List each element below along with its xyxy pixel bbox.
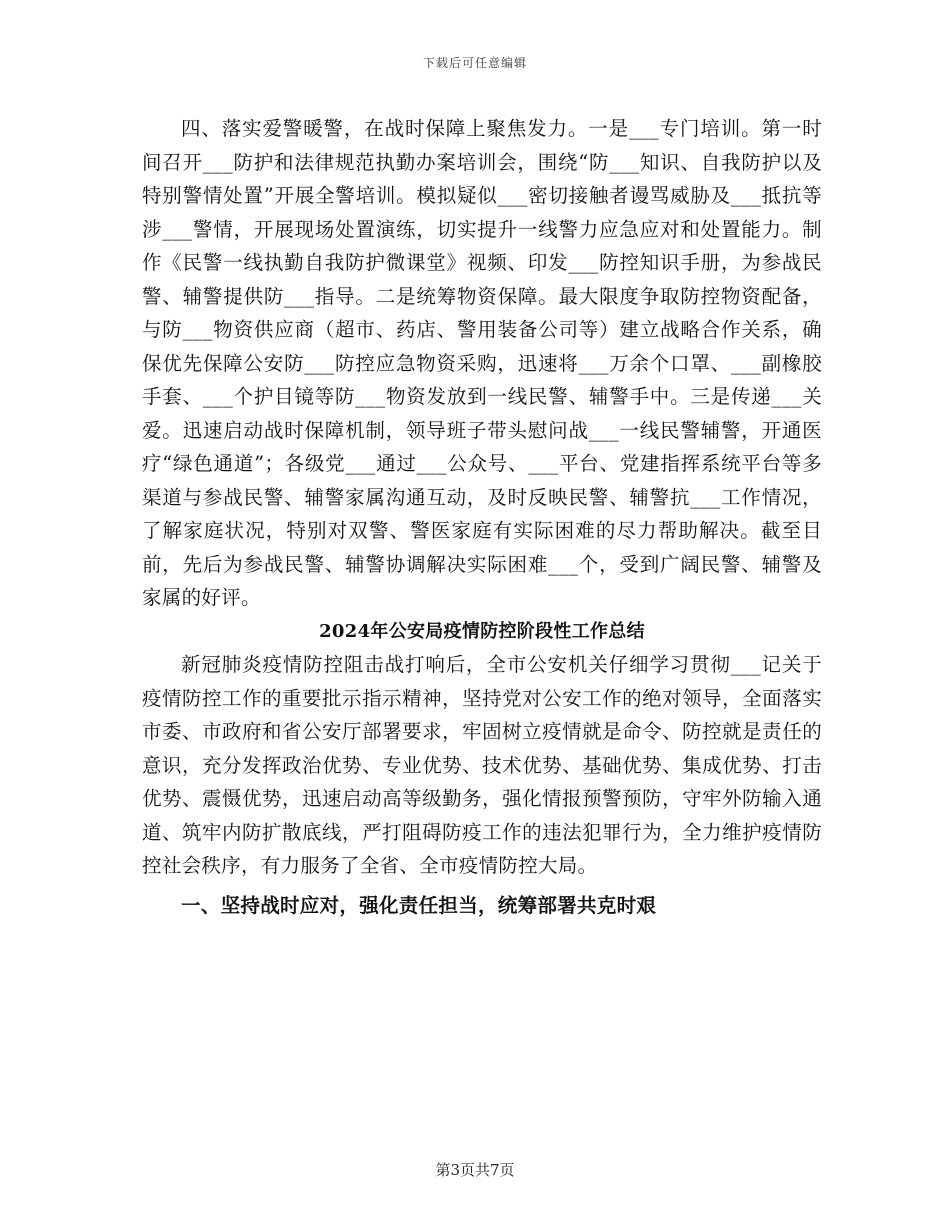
page-footer-number: 第3页共7页 bbox=[435, 1161, 515, 1179]
paragraph-support-police: 四、落实爱警暖警，在战时保障上聚焦发力。一是___专门培训。第一时间召开___防护和法律规范执勤办案培训会，围绕“防___知识、自我防护以及特别警情处置”开展全警培训。模拟疑似___密切接触者谩骂威胁及___抵抗等涉___警情，开展现场处置演练，切实提升一线警力应急应对和处置能力。制作《民警一线执勤自我防护微课堂》视频、印发___防控知识手册，为参战民警、辅警提供防___指导。二是统筹物资保障。最大限度争取防控物资配备，与防___物资供应商（超市、药店、警用装备公司等）建立战略合作关系，确保优先保障公安防___防控应急物资采购，迅速将___万余个口罩、___副橡胶手套、___个护目镜等防___物资发放到一线民警、辅警手中。三是传递___关爱。迅速启动战时保障机制，领导班子带头慰问战___一线民警辅警，开通医疗“绿色通道”；各级党___通过___公众号、___平台、党建指挥系统平台等多渠道与参战民警、辅警家属沟通互动，及时反映民警、辅警抗___工作情况，了解家庭状况，特别对双警、警医家庭有实际困难的尽力帮助解决。截至目前，先后为参战民警、辅警协调解决实际困难___个，受到广阔民警、辅警及家属的好评。 bbox=[142, 117, 822, 609]
page-header-note: 下载后可任意编辑 bbox=[422, 56, 527, 70]
document-body bbox=[142, 112, 822, 922]
paragraph-summary-intro: 新冠肺炎疫情防控阻击战打响后，全市公安机关仔细学习贯彻___记关于疫情防控工作的重要批示指示精神，坚持党对公安工作的绝对领导，全面落实市委、市政府和省公安厅部署要求，牢固树立疫情就是命令、防控就是责任的意识，充分发挥政治优势、专业优势、技术优势、基础优势、集成优势、打击优势、震慑优势，迅速启动高等级勤务，强化情报预警预防，守牢外防输入通道、筑牢内防扩散底线，严打阻碍防疫工作的违法犯罪行为，全力维护疫情防控社会秩序，有力服务了全省、全市疫情防控大局。 bbox=[142, 653, 822, 877]
section-title: 2024年公安局疫情防控阶段性工作总结 bbox=[319, 620, 645, 642]
heading-wartime-response: 一、坚持战时应对，强化责任担当，统筹部署共克时艰 bbox=[181, 893, 657, 917]
